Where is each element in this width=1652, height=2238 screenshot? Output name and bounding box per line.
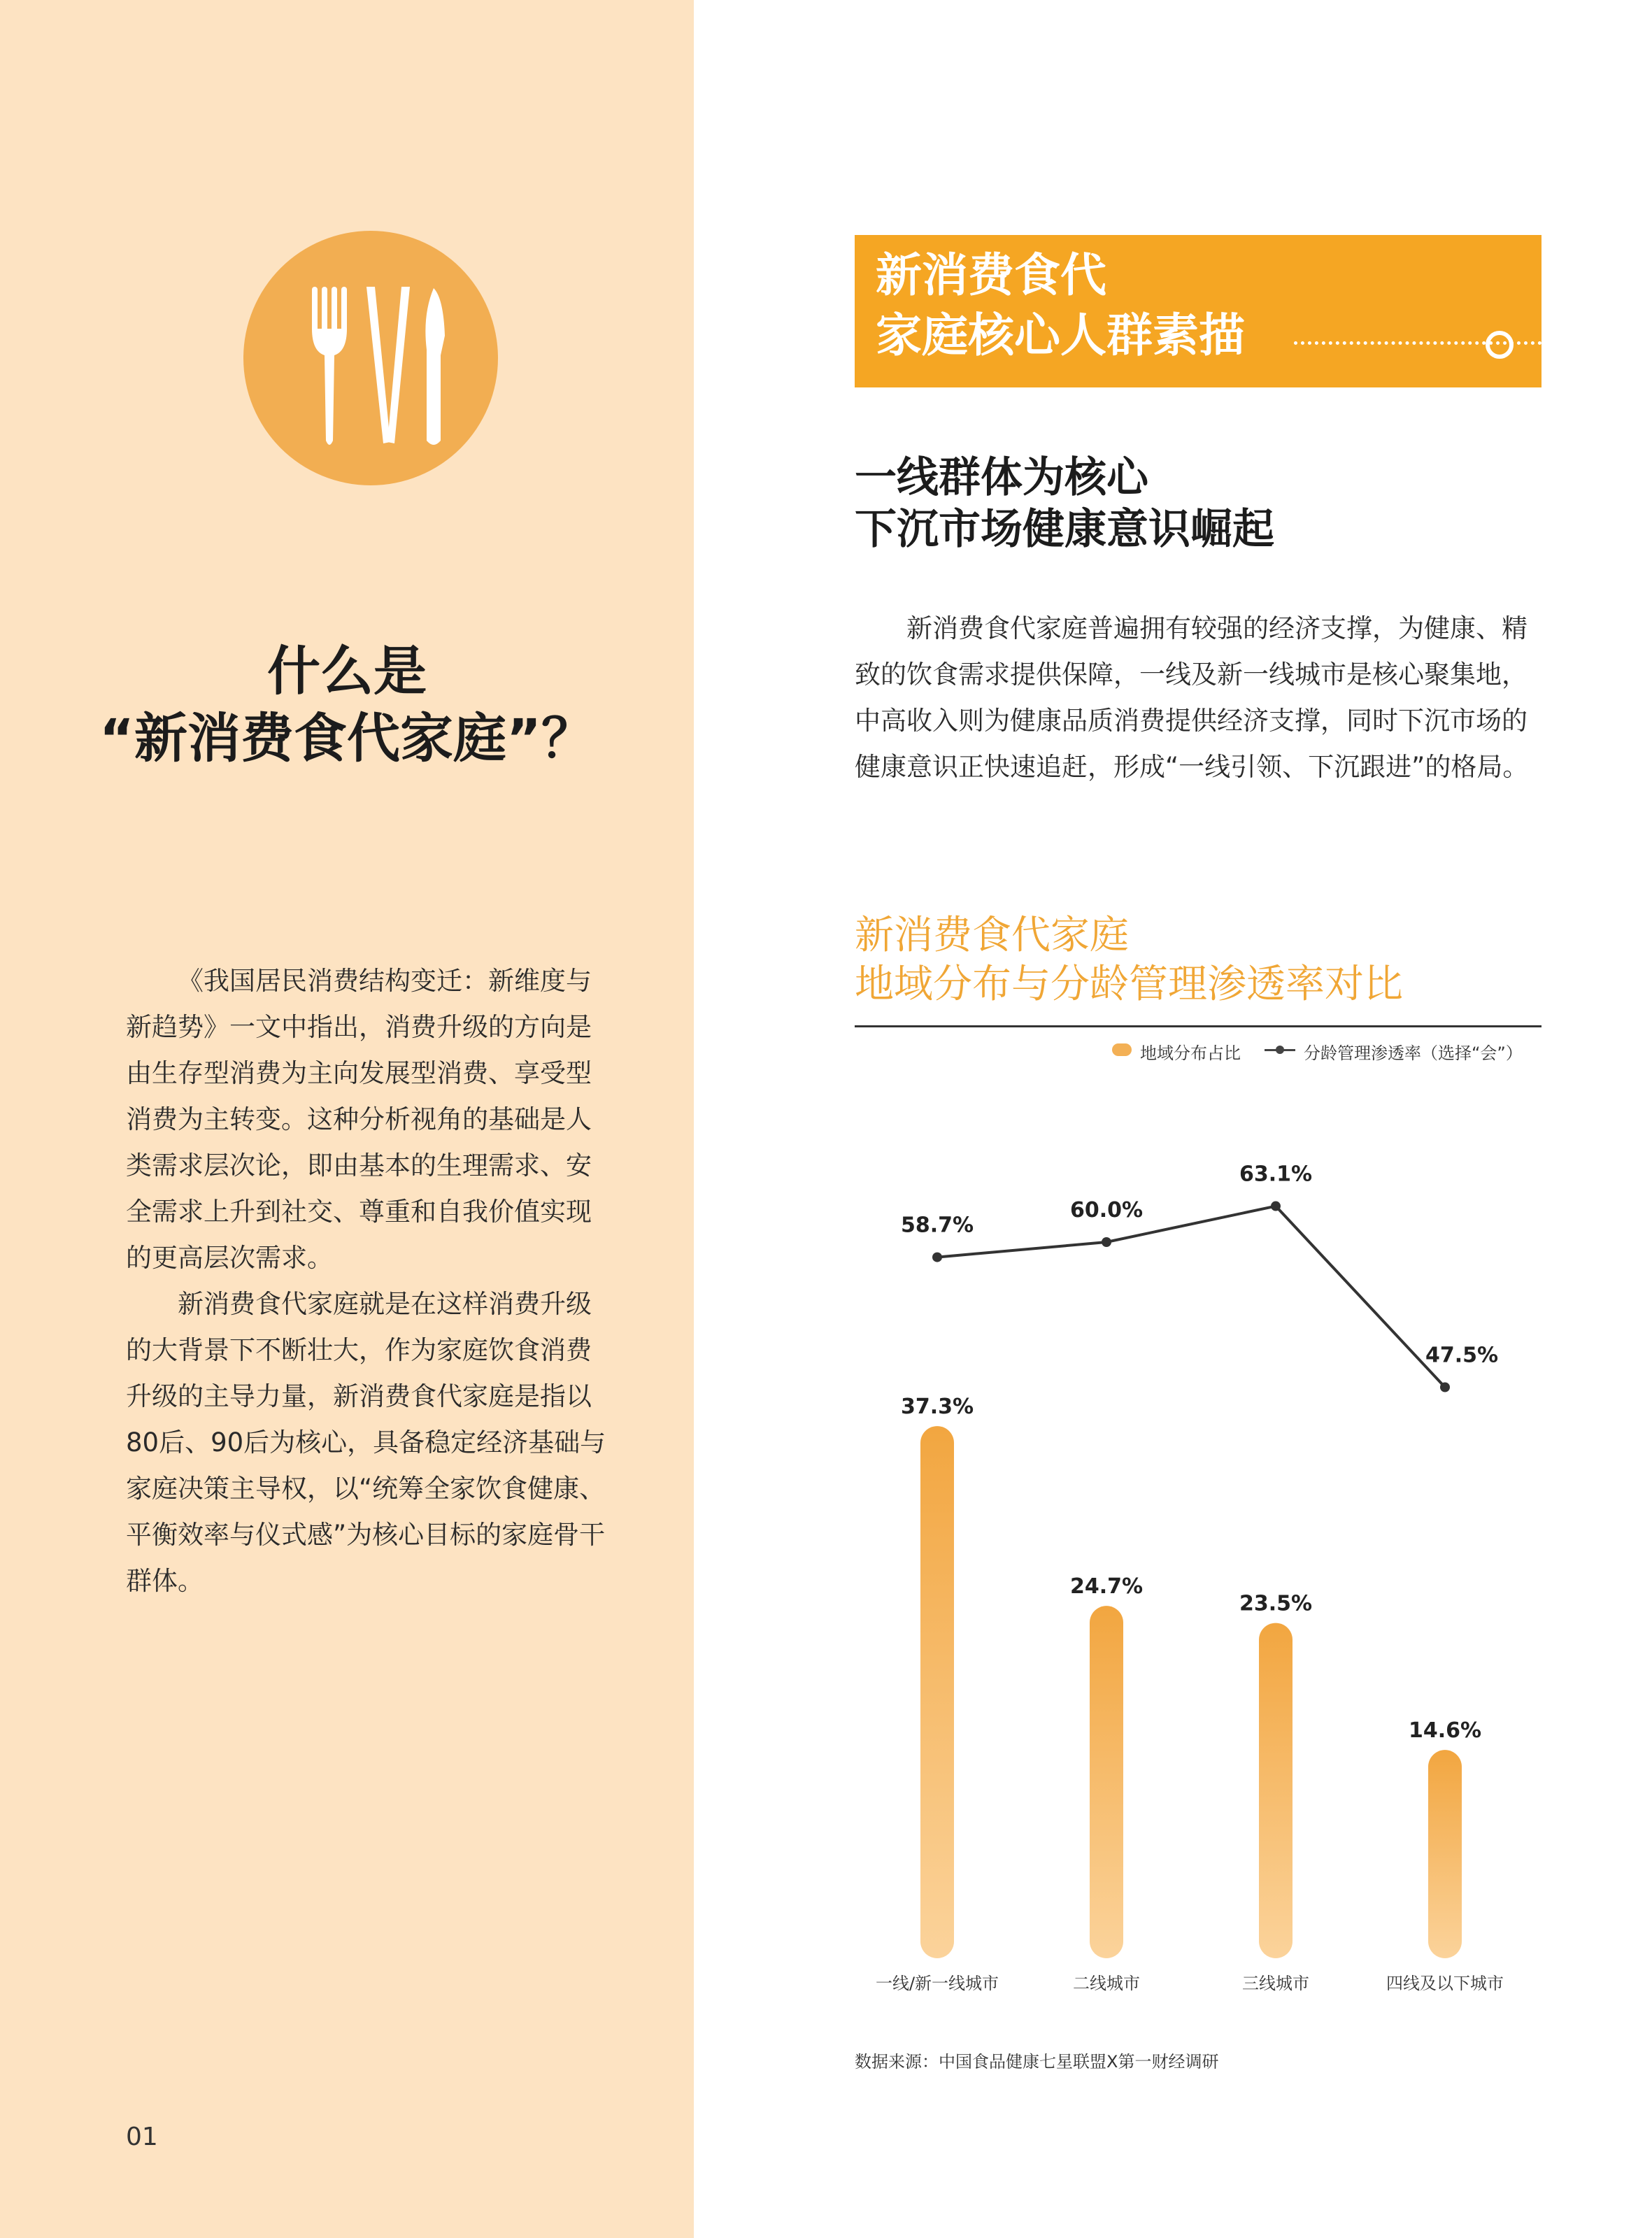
legend-line-label: 分龄管理渗透率（选择“会”） — [1304, 1043, 1523, 1063]
page-number: 01 — [126, 2123, 158, 2151]
line-label-1: 58.7% — [900, 1213, 974, 1238]
bar-2 — [1090, 1606, 1123, 1958]
category-label-1: 一线/新一线城市 — [875, 1974, 999, 1993]
line-point-3 — [1271, 1202, 1281, 1211]
bar-1 — [920, 1426, 954, 1958]
left-paragraph-1: 《我国居民消费结构变迁：新维度与新趋势》一文中指出，消费升级的方向是由生存型消费为主向发展型消费、享受型消费为主转变。这种分析视角的基础是人类需求层次论，即由基本的生理需求、安全需求上升到社交、尊重和自我价值实现的更高层次需求。 — [126, 966, 592, 1273]
banner-line2: 家庭核心人群素描 — [876, 308, 1245, 362]
chart-title-line1: 新消费食代家庭 — [855, 913, 1129, 958]
banner-dotted-line — [1294, 341, 1625, 345]
chart-title-line2: 地域分布与分龄管理渗透率对比 — [855, 962, 1403, 1007]
line-label-3: 63.1% — [1239, 1162, 1313, 1187]
line-series — [937, 1206, 1445, 1388]
category-label-4: 四线及以下城市 — [1386, 1974, 1504, 1993]
banner-line1: 新消费食代 — [876, 248, 1106, 302]
line-point-2 — [1102, 1237, 1111, 1247]
section-heading-line1: 一线群体为核心 — [855, 453, 1148, 502]
left-title-line2: “新消费食代家庭”？ — [99, 707, 594, 769]
legend-line-dot — [1276, 1046, 1284, 1054]
line-label-2: 60.0% — [1069, 1198, 1144, 1223]
left-title-line1: 什么是 — [267, 640, 427, 702]
section-banner — [855, 235, 1541, 387]
bar-label-3: 23.5% — [1239, 1591, 1313, 1616]
legend-bar-swatch — [1112, 1043, 1132, 1056]
section-body: 新消费食代家庭普遍拥有较强的经济支撑，为健康、精致的饮食需求提供保障，一线及新一线城市是核心聚集地，中高收入则为健康品质消费提供经济支撑，同时下沉市场的健康意识正快速追赶，形成“一线引领、下沉跟进”的格局。 — [855, 613, 1529, 782]
legend-bar-label: 地域分布占比 — [1140, 1043, 1241, 1063]
bar-label-1: 37.3% — [900, 1395, 974, 1420]
left-body — [126, 958, 615, 1604]
banner-ring-icon — [1486, 331, 1514, 359]
line-point-1 — [932, 1253, 942, 1262]
chart-title-rule — [855, 1025, 1541, 1027]
data-source: 数据来源：中国食品健康七星联盟X第一财经调研 — [855, 2052, 1219, 2072]
bar-4 — [1428, 1750, 1462, 1958]
utensils-icon — [243, 231, 498, 485]
bar-label-2: 24.7% — [1069, 1574, 1144, 1599]
category-label-3: 三线城市 — [1242, 1974, 1309, 1993]
section-heading-line2: 下沉市场健康意识崛起 — [855, 505, 1274, 554]
chart-plot — [855, 1119, 1541, 2000]
line-point-4 — [1440, 1383, 1450, 1392]
category-label-2: 二线城市 — [1073, 1974, 1140, 1993]
left-paragraph-2: 新消费食代家庭就是在这样消费升级的大背景下不断壮大，作为家庭饮食消费升级的主导力量，新消费食代家庭是指以80后、90后为核心，具备稳定经济基础与家庭决策主导权，以“统筹全家饮食健康、平衡效率与仪式感”为核心目标的家庭骨干群体。 — [126, 1289, 606, 1596]
line-label-4: 47.5% — [1425, 1343, 1499, 1368]
bar-label-4: 14.6% — [1408, 1718, 1482, 1744]
bar-3 — [1259, 1623, 1293, 1958]
